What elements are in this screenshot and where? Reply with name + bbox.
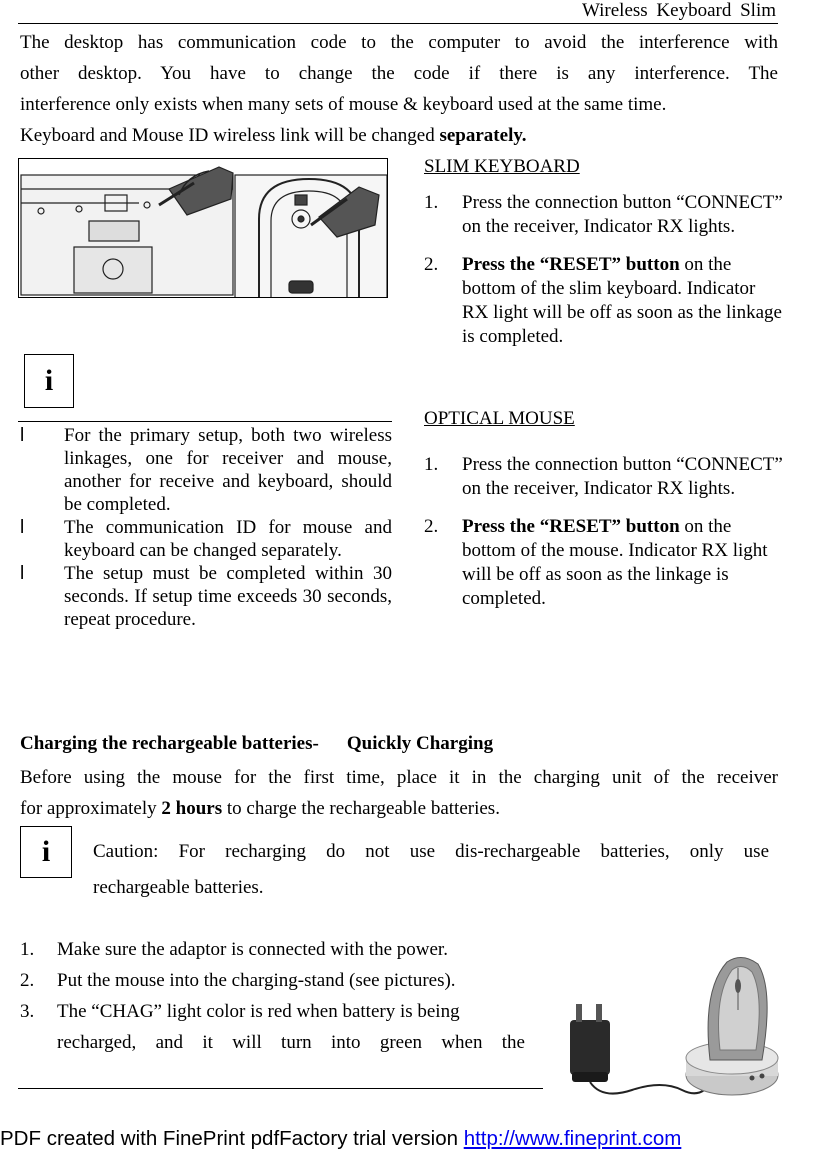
charging-step-2 [20, 965, 525, 996]
keyboard-step-2 [424, 253, 784, 349]
mouse-section-title: OPTICAL MOUSE [424, 408, 575, 429]
charging-heading-text: Charging the rechargeable batteries- [20, 733, 319, 754]
charging-step-2-text: Put the mouse into the charging-stand (see pictures). [57, 970, 456, 991]
note-text-1: For the primary setup, both two wireless linkages, one for receiver and mouse, another for receive and keyboard, should be completed. [64, 425, 392, 515]
bullet-mark: l [20, 517, 25, 538]
step-number: 1. [20, 939, 35, 960]
fineprint-link[interactable]: http://www.fineprint.com [463, 1127, 682, 1150]
charging-line-2-prefix: for approximately [20, 798, 162, 819]
step-number: 2. [424, 254, 439, 275]
note-item-3 [20, 562, 392, 631]
charging-step-1-text: Make sure the adaptor is connected with the power. [57, 939, 448, 960]
keyboard-section-title: SLIM KEYBOARD [424, 156, 580, 177]
intro-line-3: interference only exists when many sets of mouse & keyboard used at the same time. [20, 94, 667, 115]
keyboard-step-1-text: Press the connection button “CONNECT” on the receiver, Indicator RX lights. [462, 192, 783, 237]
bullet-mark: l [20, 563, 25, 584]
note-item-1 [20, 424, 392, 516]
charging-step-3 [20, 996, 525, 1027]
keyboard-step-2-bold: Press the “RESET” button [462, 254, 680, 275]
charger-mouse-svg [562, 950, 782, 1105]
charging-line-2 [20, 793, 778, 824]
keyboard-underside-drawing [21, 167, 233, 295]
note-text-2: The communication ID for mouse and keyboard can be changed separately. [64, 517, 392, 561]
bottom-rule [18, 1088, 543, 1089]
charging-step-3-continued [20, 1027, 525, 1058]
charging-step-3-continued-text: recharged, and it will turn into green when the [57, 1032, 525, 1053]
caution-note [93, 834, 769, 906]
intro-line-4-bold: separately. [439, 125, 527, 146]
step-number: 3. [20, 1001, 35, 1022]
intro-line-1: The desktop has communication code to the computer to avoid the interference with [20, 32, 778, 53]
reset-illustration-svg [19, 159, 388, 298]
keyboard-section [424, 155, 784, 349]
setup-notes-list [20, 424, 392, 631]
notes-rule [18, 421, 392, 422]
header-rule [18, 23, 778, 24]
mouse-step-2 [424, 515, 784, 611]
mouse-step-1-text: Press the connection button “CONNECT” on the receiver, Indicator RX lights. [462, 454, 783, 499]
intro-line-4 [20, 120, 778, 151]
intro-line-4-text: Keyboard and Mouse ID wireless link will be changed [20, 125, 440, 146]
charging-line-2-suffix: to charge the rechargeable batteries. [222, 798, 500, 819]
note-item-2 [20, 516, 392, 562]
charging-paragraph [20, 762, 778, 824]
step-number: 1. [424, 454, 439, 475]
charging-step-3-text: The “CHAG” light color is red when battery is being [57, 1001, 460, 1022]
charger-mouse-picture [562, 950, 782, 1105]
step-number: 2. [424, 516, 439, 537]
step-number: 2. [20, 970, 35, 991]
keyboard-steps [424, 191, 784, 349]
charging-line-1: Before using the mouse for the first time, place it in the charging unit of the receiver [20, 767, 778, 788]
caution-line-1: Caution: For recharging do not use dis-rechargeable batteries, only use [93, 841, 769, 862]
keyboard-step-2-text: on the bottom of the slim keyboard. Indicator RX light will be off as soon as the linkage is completed. [462, 254, 782, 347]
step-number: 1. [424, 192, 439, 213]
charging-line-2-bold: 2 hours [161, 798, 223, 819]
mouse-step-2-text: on the bottom of the mouse. Indicator RX light will be off as soon as the linkage is completed. [462, 516, 768, 609]
charging-subheading: Quickly Charging [346, 733, 494, 754]
mouse-step-2-bold: Press the “RESET” button [462, 516, 680, 537]
caution-info-icon: i [20, 826, 72, 878]
note-text-3: The setup must be completed within 30 seconds. If setup time exceeds 30 seconds, repeat procedure. [64, 563, 392, 630]
charging-steps-list [20, 934, 525, 1058]
caution-line-2: rechargeable batteries. [93, 877, 264, 898]
footer-text: PDF created with FinePrint pdfFactory trial version [0, 1127, 464, 1150]
intro-line-2: other desktop. You have to change the code if there is any interference. The [20, 63, 778, 84]
keyboard-step-1 [424, 191, 784, 239]
mouse-section [424, 407, 784, 611]
reset-button-illustration [18, 158, 388, 298]
bullet-mark: l [20, 425, 25, 446]
mouse-steps [424, 453, 784, 611]
intro-paragraph [20, 27, 778, 151]
charging-heading [20, 733, 493, 755]
mouse-step-1 [424, 453, 784, 501]
mouse-underside-drawing [235, 175, 387, 298]
info-icon: i [24, 354, 74, 408]
pdf-footer [0, 1127, 681, 1151]
document-header-title: Wireless Keyboard Slim [581, 0, 776, 21]
mouse-drawing [708, 957, 767, 1060]
charging-step-1 [20, 934, 525, 965]
